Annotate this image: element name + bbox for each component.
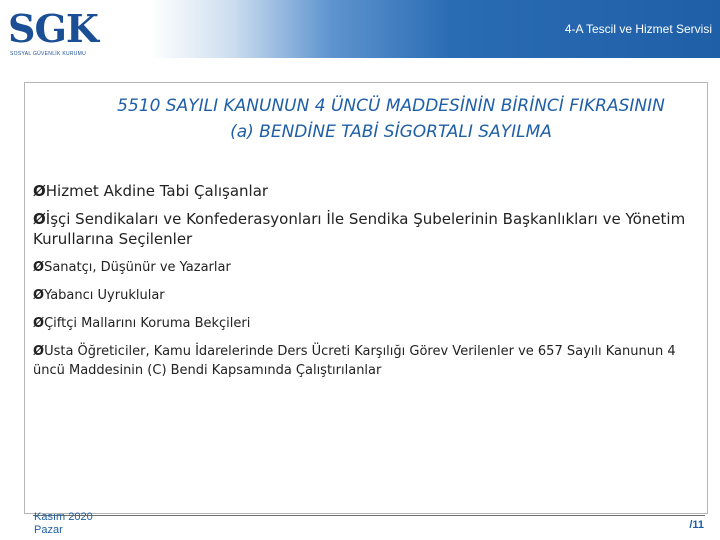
arrow-bullet-icon: Ø [33, 316, 45, 331]
bullet-text: Çiftçi Mallarını Koruma Bekçileri [44, 316, 251, 331]
page-number: /11 [689, 519, 704, 531]
arrow-bullet-icon: Ø [33, 182, 46, 200]
arrow-bullet-icon: Ø [33, 288, 45, 303]
list-item [33, 181, 697, 201]
bullet-text: Hizmet Akdine Tabi Çalışanlar [45, 182, 269, 200]
bullet-text: İşçi Sendikaları ve Konfederasyonları İle Sendika Şubelerinin Başkanlıkları ve Yönetim Kurullarına Seçilenler [33, 210, 686, 248]
arrow-bullet-icon: Ø [33, 210, 46, 228]
list-item [33, 342, 697, 380]
arrow-bullet-icon: Ø [33, 260, 45, 275]
list-item [33, 314, 697, 333]
logo-text: SGK [8, 6, 98, 51]
list-item [33, 258, 697, 277]
slide-title [49, 93, 720, 145]
bullet-list [33, 181, 697, 380]
bullet-text: Usta Öğreticiler, Kamu İdarelerinde Ders Ücreti Karşılığı Görev Verilenler ve 657 Sayılı Kanunun 4 üncü Maddesinin (C) Bendi Kapsamında Çalıştırılanlar [33, 344, 676, 378]
header-title: 4-A Tescil ve Hizmet Servisi [564, 22, 712, 36]
footer-date [34, 511, 93, 537]
list-item [33, 209, 697, 249]
list-item [33, 286, 697, 305]
content-box [24, 82, 708, 514]
footer-divider [33, 515, 705, 516]
footer-date-line2: Pazar [34, 524, 63, 536]
logo-subtext: SOSYAL GÜVENLİK KURUMU [10, 51, 87, 57]
sgk-logo [6, 8, 156, 56]
slide-title-line1: 5510 SAYILI KANUNUN 4 ÜNCÜ MADDESİNİN BİRİNCİ FIKRASININ [117, 96, 665, 116]
slide-title-line2: (a) BENDİNE TABİ SİGORTALI SAYILMA [230, 122, 552, 142]
bullet-text: Yabancı Uyruklular [44, 288, 165, 303]
footer-date-line1: Kasım 2020 [34, 511, 93, 523]
arrow-bullet-icon: Ø [33, 344, 45, 359]
bullet-text: Sanatçı, Düşünür ve Yazarlar [44, 260, 231, 275]
